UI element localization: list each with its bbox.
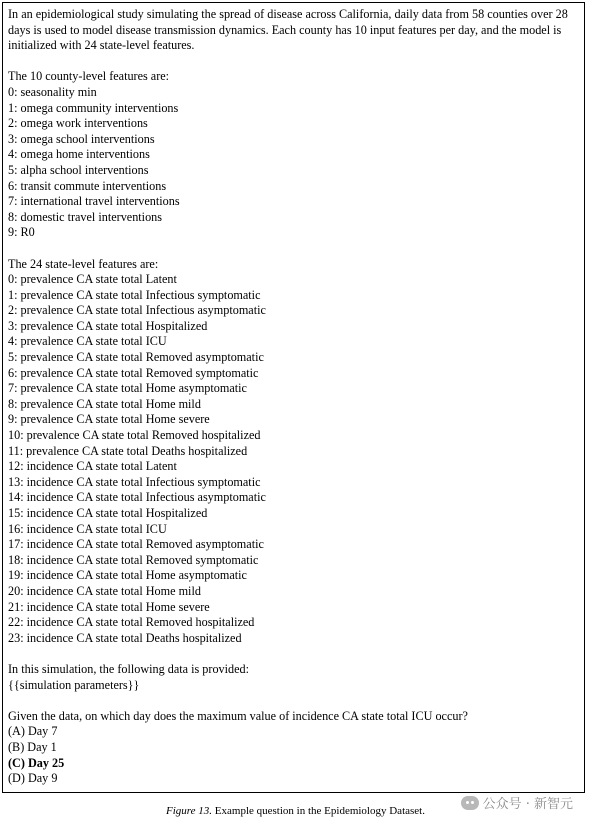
spacer: [8, 693, 579, 709]
county-features-header: The 10 county-level features are:: [8, 69, 170, 84]
state-feature-item: 0: prevalence CA state total Latent: [8, 272, 177, 287]
option-a: (A) Day 7: [8, 724, 58, 739]
simulation-header: In this simulation, the following data is provided:: [8, 661, 250, 676]
county-feature-item: 6: transit commute interventions: [8, 178, 167, 193]
state-feature-item: 15: incidence CA state total Hospitalized: [8, 506, 208, 520]
state-feature-item: 6: prevalence CA state total Removed symptomatic: [8, 365, 259, 380]
option-b: (B) Day 1: [8, 739, 57, 754]
state-feature-item: 19: incidence CA state total Home asymptomatic: [8, 568, 247, 583]
state-feature-item: 11: prevalence CA state total Deaths hospitalized: [8, 443, 248, 458]
county-feature-item: 8: domestic travel interventions: [8, 209, 162, 224]
watermark: [461, 793, 573, 812]
state-features-header: The 24 state-level features are:: [8, 256, 159, 271]
spacer: [8, 646, 579, 662]
state-feature-item: 16: incidence CA state total ICU: [8, 521, 167, 536]
state-feature-item: 7: prevalence CA state total Home asymptomatic: [8, 381, 247, 396]
state-feature-item: 20: incidence CA state total Home mild: [8, 583, 201, 598]
state-feature-item: 13: incidence CA state total Infectious symptomatic: [8, 474, 261, 489]
state-feature-item: 14: incidence CA state total Infectious asymptomatic: [8, 490, 266, 505]
spacer: [8, 241, 579, 257]
state-feature-item: 4: prevalence CA state total ICU: [8, 334, 167, 349]
state-feature-item: 18: incidence CA state total Removed symptomatic: [8, 552, 259, 567]
spacer: [8, 54, 579, 70]
option-c-correct: (C) Day 25: [8, 755, 65, 770]
figure-label: Figure 13.: [166, 805, 213, 817]
option-d: (D) Day 9: [8, 771, 58, 786]
state-feature-list: [8, 272, 579, 646]
county-feature-list: [8, 85, 579, 241]
state-feature-item: 9: prevalence CA state total Home severe: [8, 412, 210, 427]
answer-options: [8, 724, 579, 786]
state-feature-item: 12: incidence CA state total Latent: [8, 459, 177, 474]
simulation-placeholder: {{simulation parameters}}: [8, 677, 140, 692]
county-feature-item: 2: omega work interventions: [8, 116, 148, 131]
question-box: [2, 2, 585, 793]
county-feature-item: 3: omega school interventions: [8, 131, 155, 146]
state-feature-item: 3: prevalence CA state total Hospitalized: [8, 318, 208, 333]
state-feature-item: 2: prevalence CA state total Infectious asymptomatic: [8, 303, 266, 318]
state-feature-item: 8: prevalence CA state total Home mild: [8, 396, 201, 411]
county-feature-item: 4: omega home interventions: [8, 147, 150, 162]
state-feature-item: 1: prevalence CA state total Infectious symptomatic: [8, 287, 261, 302]
county-feature-item: 1: omega community interventions: [8, 100, 179, 115]
watermark-text: 公众号 · 新智元: [482, 797, 573, 812]
state-feature-item: 23: incidence CA state total Deaths hospitalized: [8, 630, 242, 645]
wechat-icon: [461, 796, 479, 810]
question-text: Given the data, on which day does the maximum value of incidence CA state total ICU occur?: [8, 708, 468, 723]
county-feature-item: 7: international travel interventions: [8, 194, 180, 209]
county-feature-item: 0: seasonality min: [8, 84, 97, 99]
state-feature-item: 21: incidence CA state total Home severe: [8, 599, 210, 614]
state-feature-item: 22: incidence CA state total Removed hospitalized: [8, 615, 255, 630]
state-feature-item: 17: incidence CA state total Removed asymptomatic: [8, 537, 264, 552]
county-feature-item: 9: R0: [8, 225, 35, 240]
intro-paragraph: In an epidemiological study simulating the spread of disease across California, daily data from 58 counties over 28 days is used to model disease transmission dynamics. Each county has 10 input features per day, and the model is initialized with 24 state-level features.: [8, 7, 568, 53]
county-feature-item: 5: alpha school interventions: [8, 162, 149, 177]
state-feature-item: 10: prevalence CA state total Removed hospitalized: [8, 428, 261, 443]
caption-text: Example question in the Epidemiology Dataset.: [212, 805, 425, 817]
state-feature-item: 5: prevalence CA state total Removed asymptomatic: [8, 350, 264, 365]
